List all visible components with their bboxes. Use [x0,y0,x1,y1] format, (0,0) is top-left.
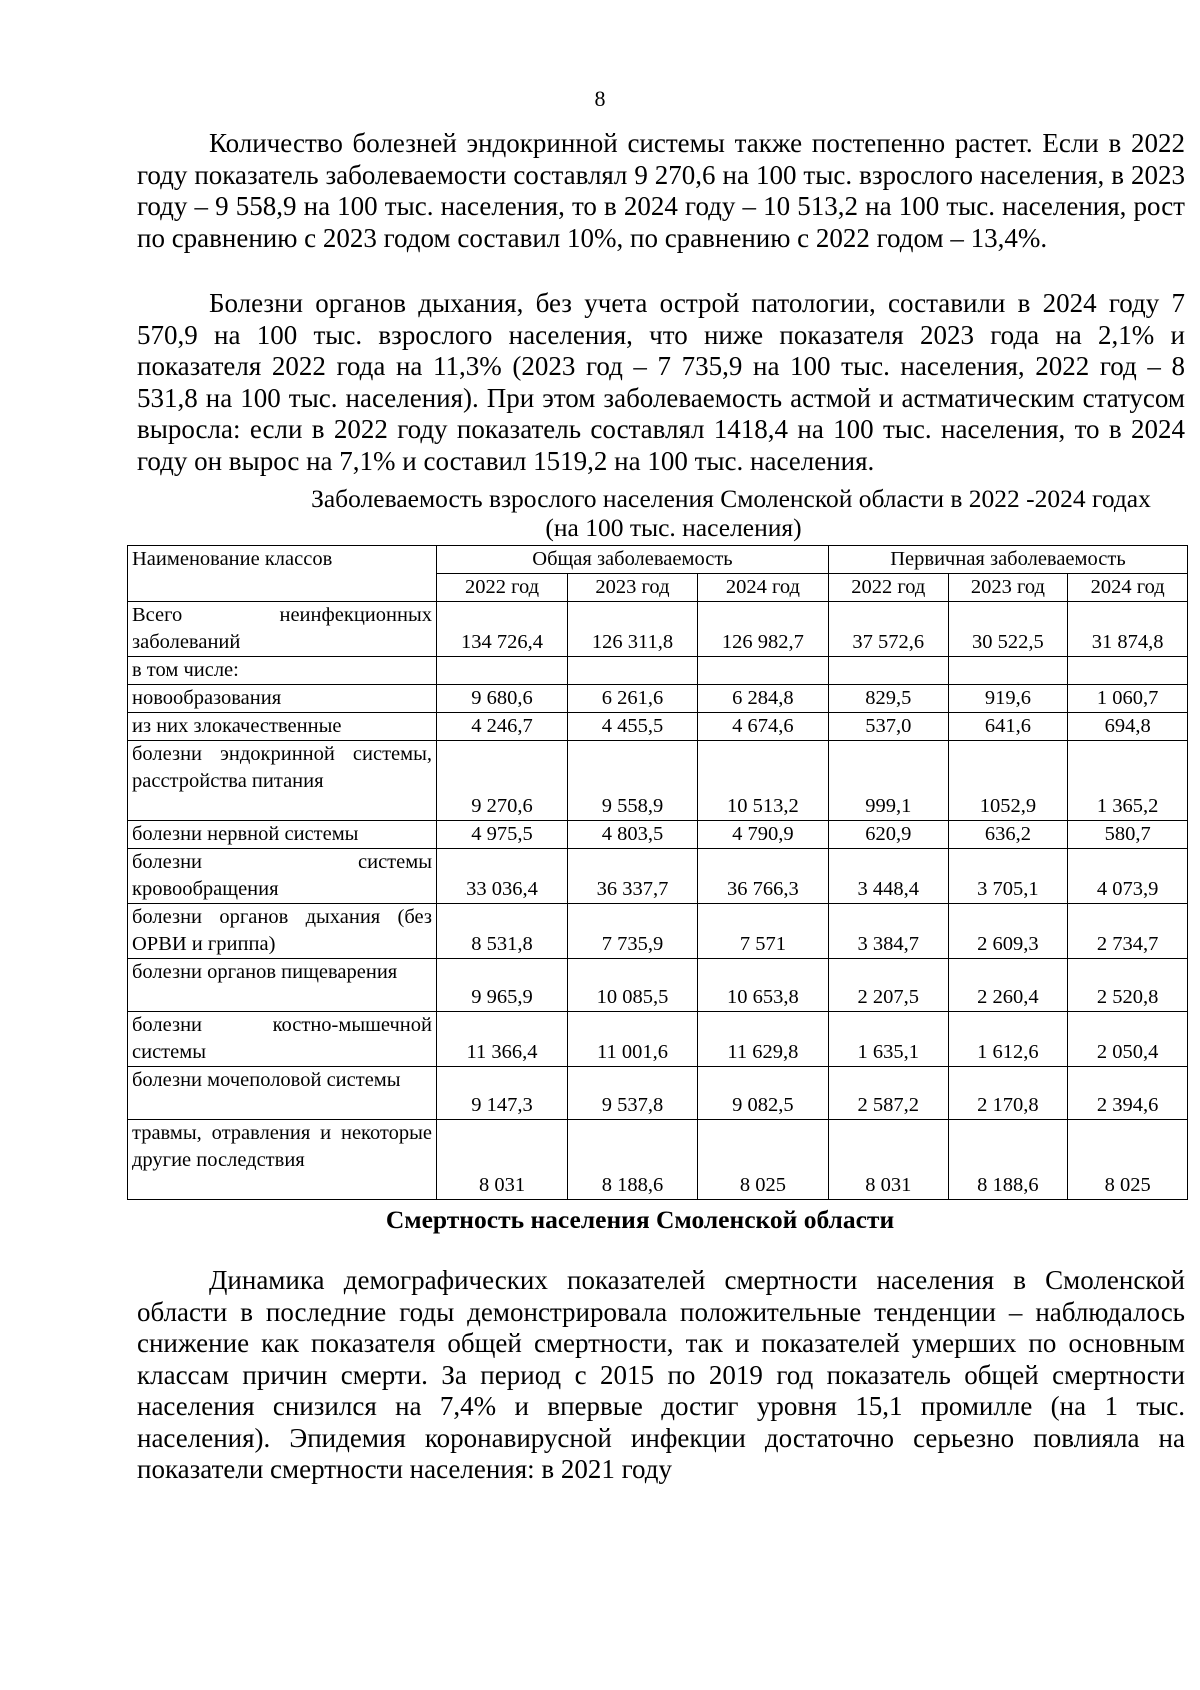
morbidity-table [127,545,1188,1200]
header-year: 2022 год [828,574,948,602]
row-value-cell [437,657,568,685]
row-value-cell: 1 365,2 [1068,741,1188,821]
paragraph-endocrine [137,128,1185,254]
row-value-cell: 6 261,6 [568,685,698,713]
row-value-cell: 9 270,6 [437,741,568,821]
row-value-cell: 9 082,5 [697,1067,828,1120]
row-value-cell: 2 050,4 [1068,1012,1188,1067]
row-value-cell: 3 448,4 [828,849,948,904]
row-value-cell: 4 246,7 [437,713,568,741]
row-value-cell: 36 766,3 [697,849,828,904]
row-value-cell: 4 975,5 [437,821,568,849]
paragraph-mortality [137,1265,1185,1486]
header-year: 2024 год [1068,574,1188,602]
table-row [128,741,1188,821]
table-title [137,484,1185,542]
header-year: 2024 год [697,574,828,602]
row-value-cell: 2 609,3 [948,904,1068,959]
row-class-name: болезни эндокринной системы, расстройства питания [128,741,437,821]
row-value-cell: 829,5 [828,685,948,713]
row-value-cell: 1 612,6 [948,1012,1068,1067]
row-value-cell: 126 982,7 [697,602,828,657]
table-row [128,657,1188,685]
row-value-cell: 4 455,5 [568,713,698,741]
row-value-cell: 9 558,9 [568,741,698,821]
row-value-cell: 641,6 [948,713,1068,741]
row-value-cell: 2 587,2 [828,1067,948,1120]
paragraph-text: Динамика демографических показателей смертности населения в Смоленской области в последние годы демонстрировала положительные тенденции – наблюдалось снижение как показателя общей смертности, так и показателей умерших по основным классам причин смерти. За период с 2015 по 2019 год показатель общей смертности населения снизился на 7,4% и впервые достиг уровня 15,1 промилле (на 1 тыс. населения). Эпидемия коронавирусной инфекции достаточно серьезно повлияла на показатели смертности населения: в 2021 году [137,1265,1185,1484]
table-row [128,1012,1188,1067]
row-value-cell: 4 803,5 [568,821,698,849]
row-value-cell: 8 531,8 [437,904,568,959]
table-row [128,904,1188,959]
row-value-cell: 8 188,6 [568,1120,698,1200]
row-class-name: болезни системы кровообращения [128,849,437,904]
row-value-cell [697,657,828,685]
header-year: 2023 год [568,574,698,602]
header-year: 2022 год [437,574,568,602]
row-value-cell: 580,7 [1068,821,1188,849]
row-value-cell: 2 170,8 [948,1067,1068,1120]
table-row [128,602,1188,657]
row-value-cell: 7 735,9 [568,904,698,959]
paragraph-text: Болезни органов дыхания, без учета острой патологии, составили в 2024 году 7 570,9 на 100 тыс. взрослого населения, что ниже показателя 2023 года на 2,1% и показателя 2022 года на 11,3% (2023 год – 7 735,9 на 100 тыс. населения, 2022 год – 8 531,8 на 100 тыс. населения). При этом заболеваемость астмой и астматическим статусом выросла: если в 2022 году показатель составлял 1418,4 на 100 тыс. населения, то в 2024 году он вырос на 7,1% и составил 1519,2 на 100 тыс. населения. [137,288,1185,476]
row-value-cell [568,657,698,685]
page-number: 8 [594,86,606,111]
table-title-line2: (на 100 тыс. населения) [545,513,802,542]
row-value-cell: 11 629,8 [697,1012,828,1067]
row-value-cell: 694,8 [1068,713,1188,741]
row-value-cell: 36 337,7 [568,849,698,904]
row-value-cell: 2 734,7 [1068,904,1188,959]
section-title: Смертность населения Смоленской области [385,1205,895,1234]
row-class-name: травмы, отравления и некоторые другие последствия [128,1120,437,1200]
row-value-cell: 8 188,6 [948,1120,1068,1200]
row-value-cell: 1 060,7 [1068,685,1188,713]
row-value-cell: 9 680,6 [437,685,568,713]
row-value-cell [1068,657,1188,685]
row-value-cell: 620,9 [828,821,948,849]
table-row [128,1120,1188,1200]
row-value-cell: 134 726,4 [437,602,568,657]
table-header-row [128,546,1188,574]
row-value-cell: 10 085,5 [568,959,698,1012]
row-value-cell: 30 522,5 [948,602,1068,657]
row-value-cell: 9 537,8 [568,1067,698,1120]
row-class-name: болезни органов дыхания (без ОРВИ и гриппа) [128,904,437,959]
row-value-cell: 1 635,1 [828,1012,948,1067]
row-value-cell: 9 965,9 [437,959,568,1012]
row-value-cell: 126 311,8 [568,602,698,657]
row-class-name: болезни костно-мышечной системы [128,1012,437,1067]
row-class-name: болезни нервной системы [128,821,437,849]
row-class-name: из них злокачественные [128,713,437,741]
paragraph-respiratory [137,288,1185,477]
row-class-name: болезни органов пищеварения [128,959,437,1012]
row-value-cell: 3 384,7 [828,904,948,959]
row-value-cell: 31 874,8 [1068,602,1188,657]
row-value-cell: 8 031 [828,1120,948,1200]
row-value-cell: 10 513,2 [697,741,828,821]
table-row [128,821,1188,849]
table-title-line1: Заболеваемость взрослого населения Смоленской области в 2022 -2024 годах [311,484,1151,513]
table-row [128,1067,1188,1120]
row-value-cell: 537,0 [828,713,948,741]
row-value-cell: 11 366,4 [437,1012,568,1067]
row-value-cell: 9 147,3 [437,1067,568,1120]
row-value-cell: 11 001,6 [568,1012,698,1067]
row-value-cell: 2 207,5 [828,959,948,1012]
row-value-cell: 33 036,4 [437,849,568,904]
row-value-cell: 8 025 [1068,1120,1188,1200]
row-value-cell: 10 653,8 [697,959,828,1012]
row-value-cell: 919,6 [948,685,1068,713]
header-class-name: Наименование классов [128,546,437,602]
header-primary-morbidity: Первичная заболеваемость [828,546,1187,574]
table-row [128,713,1188,741]
row-value-cell: 8 031 [437,1120,568,1200]
row-value-cell: 4 073,9 [1068,849,1188,904]
row-class-name: Всего неинфекционных заболеваний [128,602,437,657]
paragraph-text: Количество болезней эндокринной системы также постепенно растет. Если в 2022 году показатель заболеваемости составлял 9 270,6 на 100 тыс. взрослого населения, в 2023 году – 9 558,9 на 100 тыс. населения, то в 2024 году – 10 513,2 на 100 тыс. населения, рост по сравнению с 2023 годом составил 10%, по сравнению с 2022 годом – 13,4%. [137,128,1185,253]
row-value-cell [828,657,948,685]
row-value-cell: 3 705,1 [948,849,1068,904]
row-value-cell: 2 260,4 [948,959,1068,1012]
table-row [128,849,1188,904]
row-value-cell: 1052,9 [948,741,1068,821]
row-value-cell: 4 674,6 [697,713,828,741]
row-class-name: новообразования [128,685,437,713]
row-class-name: в том числе: [128,657,437,685]
row-value-cell: 37 572,6 [828,602,948,657]
row-value-cell: 7 571 [697,904,828,959]
row-value-cell: 999,1 [828,741,948,821]
row-value-cell: 2 394,6 [1068,1067,1188,1120]
row-value-cell: 2 520,8 [1068,959,1188,1012]
table-body [128,602,1188,1200]
row-value-cell: 6 284,8 [697,685,828,713]
row-class-name: болезни мочеполовой системы [128,1067,437,1120]
row-value-cell: 4 790,9 [697,821,828,849]
header-year: 2023 год [948,574,1068,602]
row-value-cell [948,657,1068,685]
table-row [128,959,1188,1012]
row-value-cell: 636,2 [948,821,1068,849]
table-row [128,685,1188,713]
row-value-cell: 8 025 [697,1120,828,1200]
header-general-morbidity: Общая заболеваемость [437,546,829,574]
